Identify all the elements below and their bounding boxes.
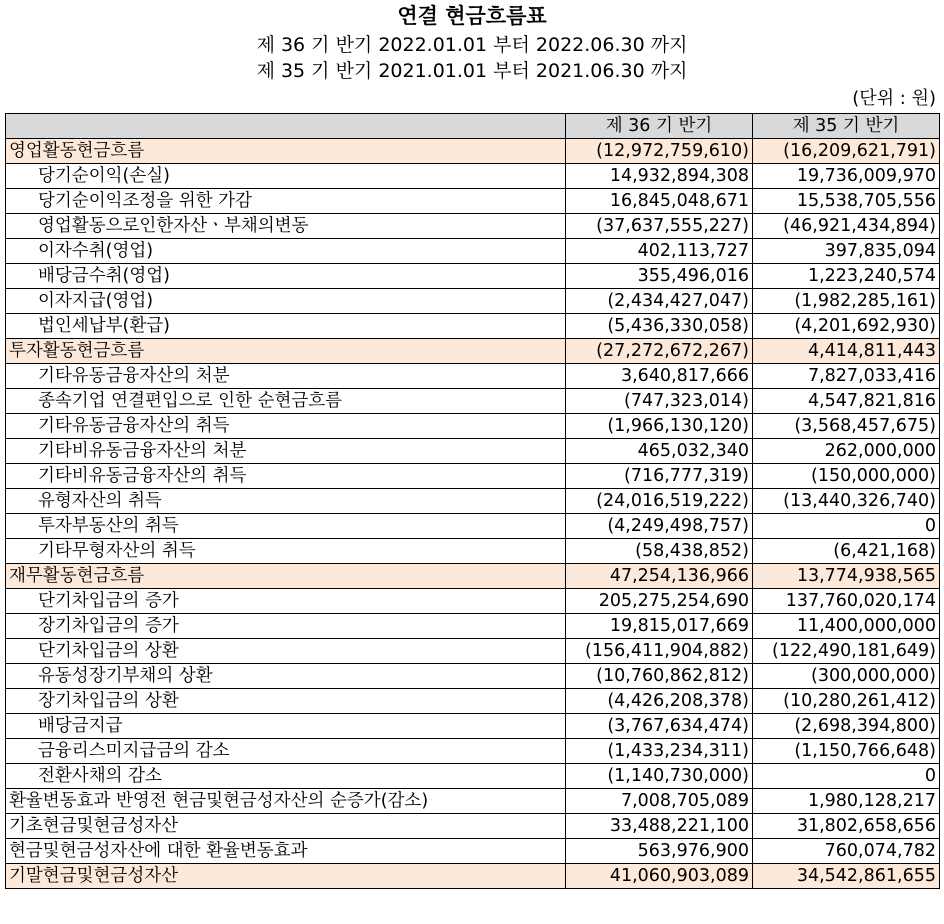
table-row: [6, 739, 940, 764]
row-label: 전환사채의 감소: [6, 764, 566, 789]
table-row: [6, 839, 940, 864]
row-label: 유동성장기부채의 상환: [6, 664, 566, 689]
prior-amount: (4,201,692,930): [753, 314, 940, 339]
prior-amount: 34,542,861,655: [753, 864, 940, 889]
row-label: 종속기업 연결편입으로 인한 순현금흐름: [6, 389, 566, 414]
table-row: [6, 539, 940, 564]
row-label: 금융리스미지급금의 감소: [6, 739, 566, 764]
table-row: [6, 864, 940, 889]
table-row: [6, 164, 940, 189]
row-label: 배당금수취(영업): [6, 264, 566, 289]
current-amount: 563,976,900: [566, 839, 753, 864]
current-amount: (1,433,234,311): [566, 739, 753, 764]
table-row: [6, 214, 940, 239]
table-row: [6, 589, 940, 614]
table-row: [6, 664, 940, 689]
current-amount: (4,249,498,757): [566, 514, 753, 539]
current-amount: (3,767,634,474): [566, 714, 753, 739]
current-amount: (747,323,014): [566, 389, 753, 414]
current-amount: (37,637,555,227): [566, 214, 753, 239]
current-amount: 7,008,705,089: [566, 789, 753, 814]
prior-amount: 4,547,821,816: [753, 389, 940, 414]
row-label: 장기차입금의 상환: [6, 689, 566, 714]
row-label: 장기차입금의 증가: [6, 614, 566, 639]
prior-amount: (150,000,000): [753, 464, 940, 489]
column-header-prior: 제 35 기 반기: [753, 114, 940, 139]
current-amount: 3,640,817,666: [566, 364, 753, 389]
current-amount: 19,815,017,669: [566, 614, 753, 639]
row-label: 기타유동금융자산의 취득: [6, 414, 566, 439]
table-row: [6, 264, 940, 289]
row-label: 당기순이익(손실): [6, 164, 566, 189]
row-label: 기타무형자산의 취득: [6, 539, 566, 564]
prior-amount: 1,223,240,574: [753, 264, 940, 289]
row-label: 이자지급(영업): [6, 289, 566, 314]
table-row: [6, 439, 940, 464]
prior-amount: 137,760,020,174: [753, 589, 940, 614]
current-amount: 41,060,903,089: [566, 864, 753, 889]
table-row: [6, 489, 940, 514]
prior-amount: (2,698,394,800): [753, 714, 940, 739]
row-label: 기초현금및현금성자산: [6, 814, 566, 839]
row-label: 영업활동으로인한자산ㆍ부채의변동: [6, 214, 566, 239]
table-row: [6, 389, 940, 414]
row-label: 단기차입금의 상환: [6, 639, 566, 664]
current-amount: 47,254,136,966: [566, 564, 753, 589]
current-amount: (58,438,852): [566, 539, 753, 564]
row-label: 투자부동산의 취득: [6, 514, 566, 539]
prior-amount: (6,421,168): [753, 539, 940, 564]
table-header-row: [6, 114, 940, 139]
current-amount: (716,777,319): [566, 464, 753, 489]
prior-amount: 4,414,811,443: [753, 339, 940, 364]
prior-amount: 262,000,000: [753, 439, 940, 464]
current-amount: (12,972,759,610): [566, 139, 753, 164]
table-row: [6, 639, 940, 664]
cash-flow-table: [5, 113, 940, 889]
table-row: [6, 314, 940, 339]
table-row: [6, 139, 940, 164]
prior-period: 제 35 기 반기 2021.01.01 부터 2021.06.30 까지: [256, 60, 688, 82]
column-header-label: [6, 114, 566, 139]
table-row: [6, 514, 940, 539]
table-row: [6, 564, 940, 589]
column-header-current: 제 36 기 반기: [566, 114, 753, 139]
current-amount: (1,140,730,000): [566, 764, 753, 789]
current-period: 제 36 기 반기 2022.01.01 부터 2022.06.30 까지: [256, 34, 688, 56]
table-row: [6, 814, 940, 839]
table-row: [6, 464, 940, 489]
row-label: 환율변동효과 반영전 현금및현금성자산의 순증가(감소): [6, 789, 566, 814]
prior-amount: 7,827,033,416: [753, 364, 940, 389]
current-amount: (10,760,862,812): [566, 664, 753, 689]
current-amount: 205,275,254,690: [566, 589, 753, 614]
table-row: [6, 239, 940, 264]
row-label: 영업활동현금흐름: [6, 139, 566, 164]
row-label: 기말현금및현금성자산: [6, 864, 566, 889]
prior-amount: 19,736,009,970: [753, 164, 940, 189]
row-label: 단기차입금의 증가: [6, 589, 566, 614]
prior-amount: (10,280,261,412): [753, 689, 940, 714]
prior-amount: (300,000,000): [753, 664, 940, 689]
current-amount: (1,966,130,120): [566, 414, 753, 439]
prior-amount: (122,490,181,649): [753, 639, 940, 664]
table-row: [6, 614, 940, 639]
prior-amount: 397,835,094: [753, 239, 940, 264]
table-row: [6, 339, 940, 364]
row-label: 투자활동현금흐름: [6, 339, 566, 364]
table-row: [6, 414, 940, 439]
current-amount: (2,434,427,047): [566, 289, 753, 314]
current-amount: (156,411,904,882): [566, 639, 753, 664]
prior-amount: (1,982,285,161): [753, 289, 940, 314]
table-row: [6, 364, 940, 389]
current-amount: 402,113,727: [566, 239, 753, 264]
prior-amount: 11,400,000,000: [753, 614, 940, 639]
row-label: 이자수취(영업): [6, 239, 566, 264]
row-label: 당기순이익조정을 위한 가감: [6, 189, 566, 214]
row-label: 배당금지급: [6, 714, 566, 739]
statement-title: 연결 현금흐름표: [397, 4, 547, 28]
current-amount: 33,488,221,100: [566, 814, 753, 839]
current-amount: 355,496,016: [566, 264, 753, 289]
current-amount: (27,272,672,267): [566, 339, 753, 364]
prior-amount: (46,921,434,894): [753, 214, 940, 239]
table-row: [6, 289, 940, 314]
current-amount: (24,016,519,222): [566, 489, 753, 514]
table-row: [6, 764, 940, 789]
prior-amount: 1,980,128,217: [753, 789, 940, 814]
prior-amount: 0: [753, 764, 940, 789]
current-amount: (4,426,208,378): [566, 689, 753, 714]
current-amount: 14,932,894,308: [566, 164, 753, 189]
row-label: 기타비유동금융자산의 처분: [6, 439, 566, 464]
prior-amount: 0: [753, 514, 940, 539]
unit-label: (단위 : 원): [852, 88, 936, 109]
row-label: 기타유동금융자산의 처분: [6, 364, 566, 389]
row-label: 기타비유동금융자산의 취득: [6, 464, 566, 489]
current-amount: 16,845,048,671: [566, 189, 753, 214]
prior-amount: (13,440,326,740): [753, 489, 940, 514]
prior-amount: 13,774,938,565: [753, 564, 940, 589]
table-row: [6, 689, 940, 714]
prior-amount: 15,538,705,556: [753, 189, 940, 214]
prior-amount: (3,568,457,675): [753, 414, 940, 439]
prior-amount: (1,150,766,648): [753, 739, 940, 764]
row-label: 현금및현금성자산에 대한 환율변동효과: [6, 839, 566, 864]
row-label: 재무활동현금흐름: [6, 564, 566, 589]
current-amount: 465,032,340: [566, 439, 753, 464]
current-amount: (5,436,330,058): [566, 314, 753, 339]
table-row: [6, 189, 940, 214]
prior-amount: (16,209,621,791): [753, 139, 940, 164]
row-label: 유형자산의 취득: [6, 489, 566, 514]
row-label: 법인세납부(환급): [6, 314, 566, 339]
table-row: [6, 789, 940, 814]
prior-amount: 760,074,782: [753, 839, 940, 864]
table-row: [6, 714, 940, 739]
prior-amount: 31,802,658,656: [753, 814, 940, 839]
